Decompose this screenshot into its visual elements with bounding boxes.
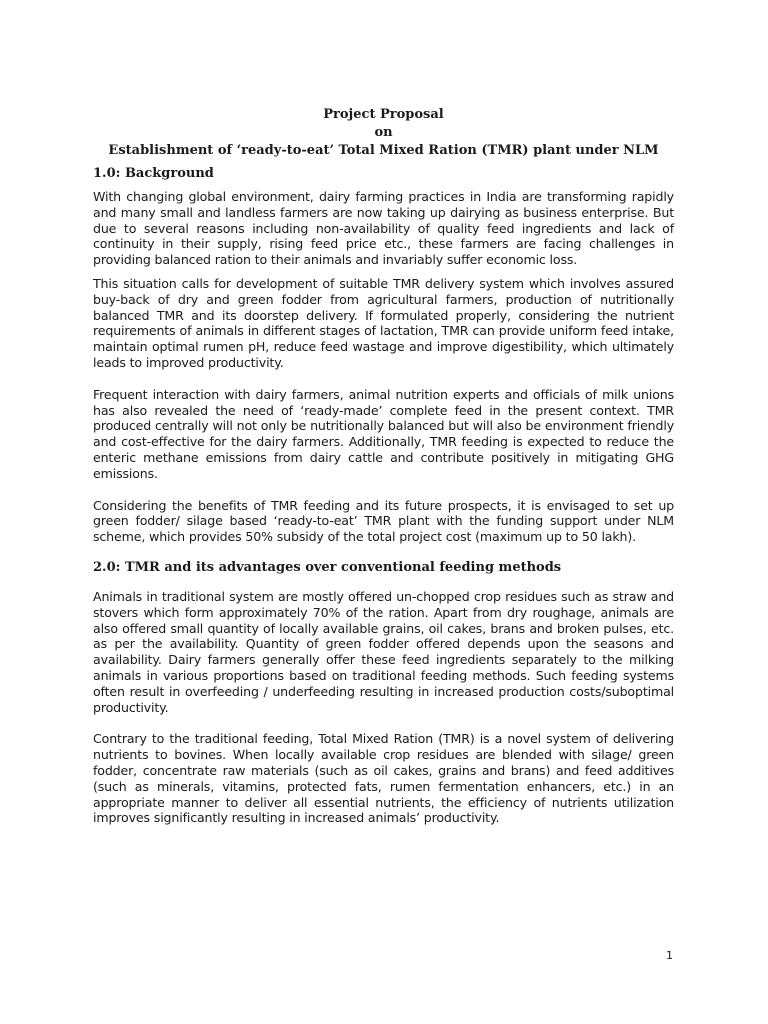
document-title-line-1: Project Proposal <box>323 107 444 122</box>
tmr-paragraph-1: Animals in traditional system are mostly offered un-chopped crop residues such as straw and stovers which form approximately 70% of the ration. Apart from dry roughage, animals are also offered small quantity of locally available grains, oil cakes, brans and broken pulses, etc. as per the availability. Quantity of green fodder offered depends upon the seasons and availability. Dairy farmers generally offer these feed ingredients separately to the milking animals in various proportions based on traditional feeding methods. Such feeding systems often result in overfeeding / underfeeding resulting in increased production costs/suboptimal productivity. <box>93 588 674 715</box>
background-paragraph-4: Considering the benefits of TMR feeding and its future prospects, it is envisaged to set up green fodder/ silage based ‘ready-to-eat’ TMR plant with the funding support under NLM scheme, which provides 50% subsidy of the total project cost (maximum up to 50 lakh). <box>93 497 674 545</box>
background-paragraph-1: With changing global environment, dairy farming practices in India are transforming rapidly and many small and landless farmers are now taking up dairying as business enterprise. But due to several reasons including non-availability of quality feed ingredients and lack of continuity in their supply, rising feed price etc., these farmers are facing challenges in providing balanced ration to their animals and invariably suffer economic loss. <box>93 189 674 268</box>
tmr-paragraph-2: Contrary to the traditional feeding, Total Mixed Ration (TMR) is a novel system of delivering nutrients to bovines. When locally available crop residues are blended with silage/ green fodder, concentrate raw materials (such as oil cakes, grains and brans) and feed additives (such as minerals, vitamins, protected fats, rumen fermentation enhancers, etc.) in an appropriate manner to deliver all essential nutrients, the efficiency of nutrients utilization improves significantly resulting in increased animals’ productivity. <box>93 731 674 826</box>
page-number: 1 <box>666 949 673 962</box>
background-paragraph-2: This situation calls for development of suitable TMR delivery system which involves assured buy-back of dry and green fodder from agricultural farmers, production of nutritionally balanced TMR and its doorstep delivery. If formulated properly, considering the nutrient requirements of animals in different stages of lactation, TMR can provide uniform feed intake, maintain optimal rumen pH, reduce feed wastage and improve digestibility, which ultimately leads to improved productivity. <box>93 275 674 370</box>
document-page <box>93 106 674 826</box>
background-paragraph-3: Frequent interaction with dairy farmers, animal nutrition experts and officials of milk unions has also revealed the need of ‘ready-made’ complete feed in the present context. TMR produced centrally will not only be nutritionally balanced but will also be environment friendly and cost-effective for the dairy farmers. Additionally, TMR feeding is expected to reduce the enteric methane emissions from dairy cattle and contribute positively in mitigating GHG emissions. <box>93 386 674 481</box>
document-title-line-3: Establishment of ‘ready-to-eat’ Total Mixed Ration (TMR) plant under NLM <box>108 143 659 158</box>
section-heading-background: 1.0: Background <box>93 166 214 181</box>
section-heading-tmr-advantages: 2.0: TMR and its advantages over conventional feeding methods <box>93 559 562 575</box>
document-title-line-2: on <box>374 125 393 140</box>
